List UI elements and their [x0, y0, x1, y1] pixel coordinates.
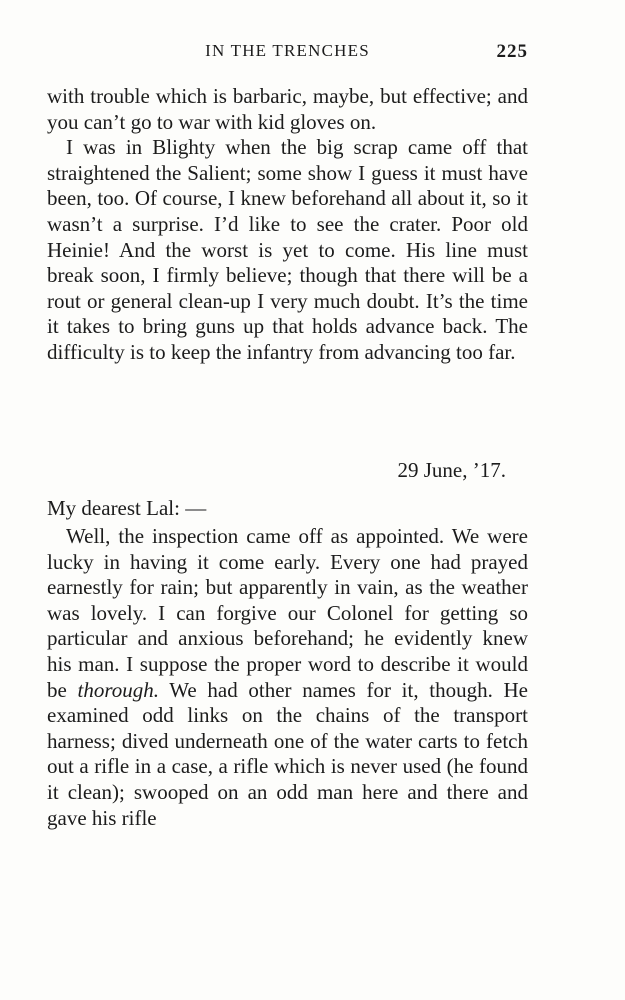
letter-salutation: My dearest Lal: — — [47, 496, 207, 520]
paragraph-inspection — [47, 524, 528, 831]
paragraph-inspection-part1: Well, the inspection came off as appointed. We were lucky in having it come early. Every one had prayed earnestly for rain; but apparently in vain, as the weather was lovely. I can forgive our Colonel for getting so particular and anxious beforehand; he evidently knew his man. I suppose the proper word to describe it would be — [47, 524, 528, 702]
letter-dateline: 29 June, ’17. — [397, 458, 506, 482]
running-title: IN THE TRENCHES — [205, 41, 370, 60]
page-header — [47, 41, 528, 65]
paragraph-block-top — [47, 84, 528, 366]
italic-word: thorough. — [77, 677, 159, 702]
paragraph-block-bottom — [47, 524, 528, 831]
paragraph-continuation: with trouble which is barbaric, maybe, but effective; and you can’t go to war with kid gloves on. — [47, 84, 528, 134]
paragraph-inspection-part2: We had other names for it, though. He examined odd links on the chains of the transport harness; dived underneath one of the water carts to fetch out a rifle in a case, a rifle which is never used (he found it clean); swooped on an odd man here and there and gave his rifle — [47, 677, 528, 830]
paragraph-blighty: I was in Blighty when the big scrap came off that straightened the Salient; some show I guess it must have been, too. Of course, I knew beforehand all about it, so it wasn’t a surprise. I’d like to see the crater. Poor old Heinie! And the worst is yet to come. His line must break soon, I firmly believe; though that there will be a rout or general clean-up I very much doubt. It’s the time it takes to bring guns up that holds advance back. The difficulty is to keep the infantry from advancing too far. — [47, 135, 528, 364]
page-number: 225 — [496, 41, 528, 62]
